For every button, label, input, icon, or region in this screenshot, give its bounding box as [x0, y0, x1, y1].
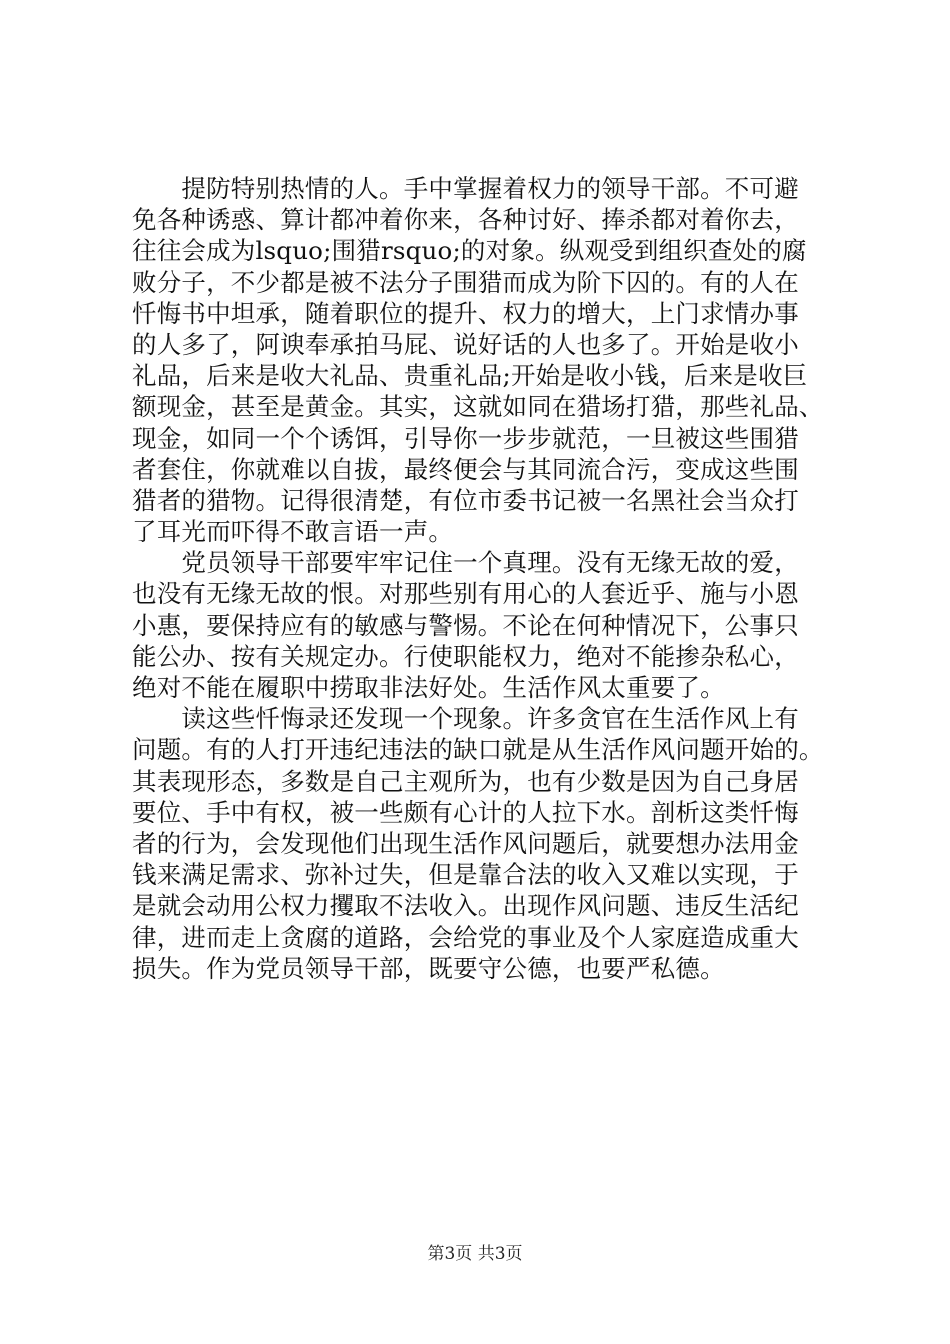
- text-line: 也没有无缘无故的恨。对那些别有用心的人套近乎、施与小恩: [132, 579, 799, 609]
- text-line: 绝对不能在履职中捞取非法好处。生活作风太重要了。: [132, 673, 725, 702]
- text-line: 往往会成为lsquo;围猎rsquo;的对象。纵观受到组织查处的腐: [132, 236, 807, 266]
- text-line: 额现金，甚至是黄金。其实，这就如同在猎场打猎，那些礼品、: [132, 392, 824, 422]
- text-line: 现金，如同一个个诱饵，引导你一步步就范，一旦被这些围猎: [132, 423, 799, 453]
- text-line: 问题。有的人打开违纪违法的缺口就是从生活作风问题开始的。: [132, 735, 824, 765]
- text-line: 败分子，不少都是被不法分子围猎而成为阶下囚的。有的人在: [132, 267, 799, 297]
- text-line: 要位、手中有权，被一些颇有心计的人拉下水。剖析这类忏悔: [132, 797, 799, 827]
- text-line: 损失。作为党员领导干部，既要守公德，也要严私德。: [132, 953, 725, 983]
- text-line: 者的行为，会发现他们出现生活作风问题后，就要想办法用金: [132, 828, 799, 858]
- text-line: 律，进而走上贪腐的道路，会给党的事业及个人家庭造成重大: [132, 922, 799, 952]
- text-line: 的人多了，阿谀奉承拍马屁、说好话的人也多了。开始是收小: [132, 329, 799, 359]
- text-line: 了耳光而吓得不敢言语一声。: [132, 517, 454, 547]
- text-line: 钱来满足需求、弥补过失，但是靠合法的收入又难以实现，于: [132, 860, 799, 890]
- text-line: 礼品，后来是收大礼品、贵重礼品;开始是收小钱，后来是收巨: [132, 361, 808, 391]
- text-line: 忏悔书中坦承，随着职位的提升、权力的增大，上门求情办事: [132, 298, 799, 328]
- text-line: 猎者的猎物。记得很清楚，有位市委书记被一名黑社会当众打: [132, 485, 799, 515]
- text-line: 者套住，你就难以自拔，最终便会与其同流合污，变成这些围: [132, 454, 799, 484]
- text-line: 小惠，要保持应有的敏感与警惕。不论在何种情况下，公事只: [132, 610, 799, 640]
- text-line: 党员领导干部要牢牢记住一个真理。没有无缘无故的爱，: [132, 548, 799, 578]
- page-number-footer: 第3页 共3页: [427, 1244, 523, 1264]
- text-line: 是就会动用公权力攫取不法收入。出现作风问题、违反生活纪: [132, 891, 799, 921]
- text-line: 其表现形态，多数是自己主观所为，也有少数是因为自己身居: [132, 766, 799, 796]
- text-line: 能公办、按有关规定办。行使职能权力，绝对不能掺杂私心，: [132, 641, 799, 671]
- text-line: 提防特别热情的人。手中掌握着权力的领导干部。不可避: [132, 174, 799, 203]
- text-line: 读这些忏悔录还发现一个现象。许多贪官在生活作风上有: [132, 704, 799, 734]
- document-body: [132, 173, 832, 984]
- text-line: 免各种诱惑、算计都冲着你来，各种讨好、捧杀都对着你去，: [132, 205, 799, 235]
